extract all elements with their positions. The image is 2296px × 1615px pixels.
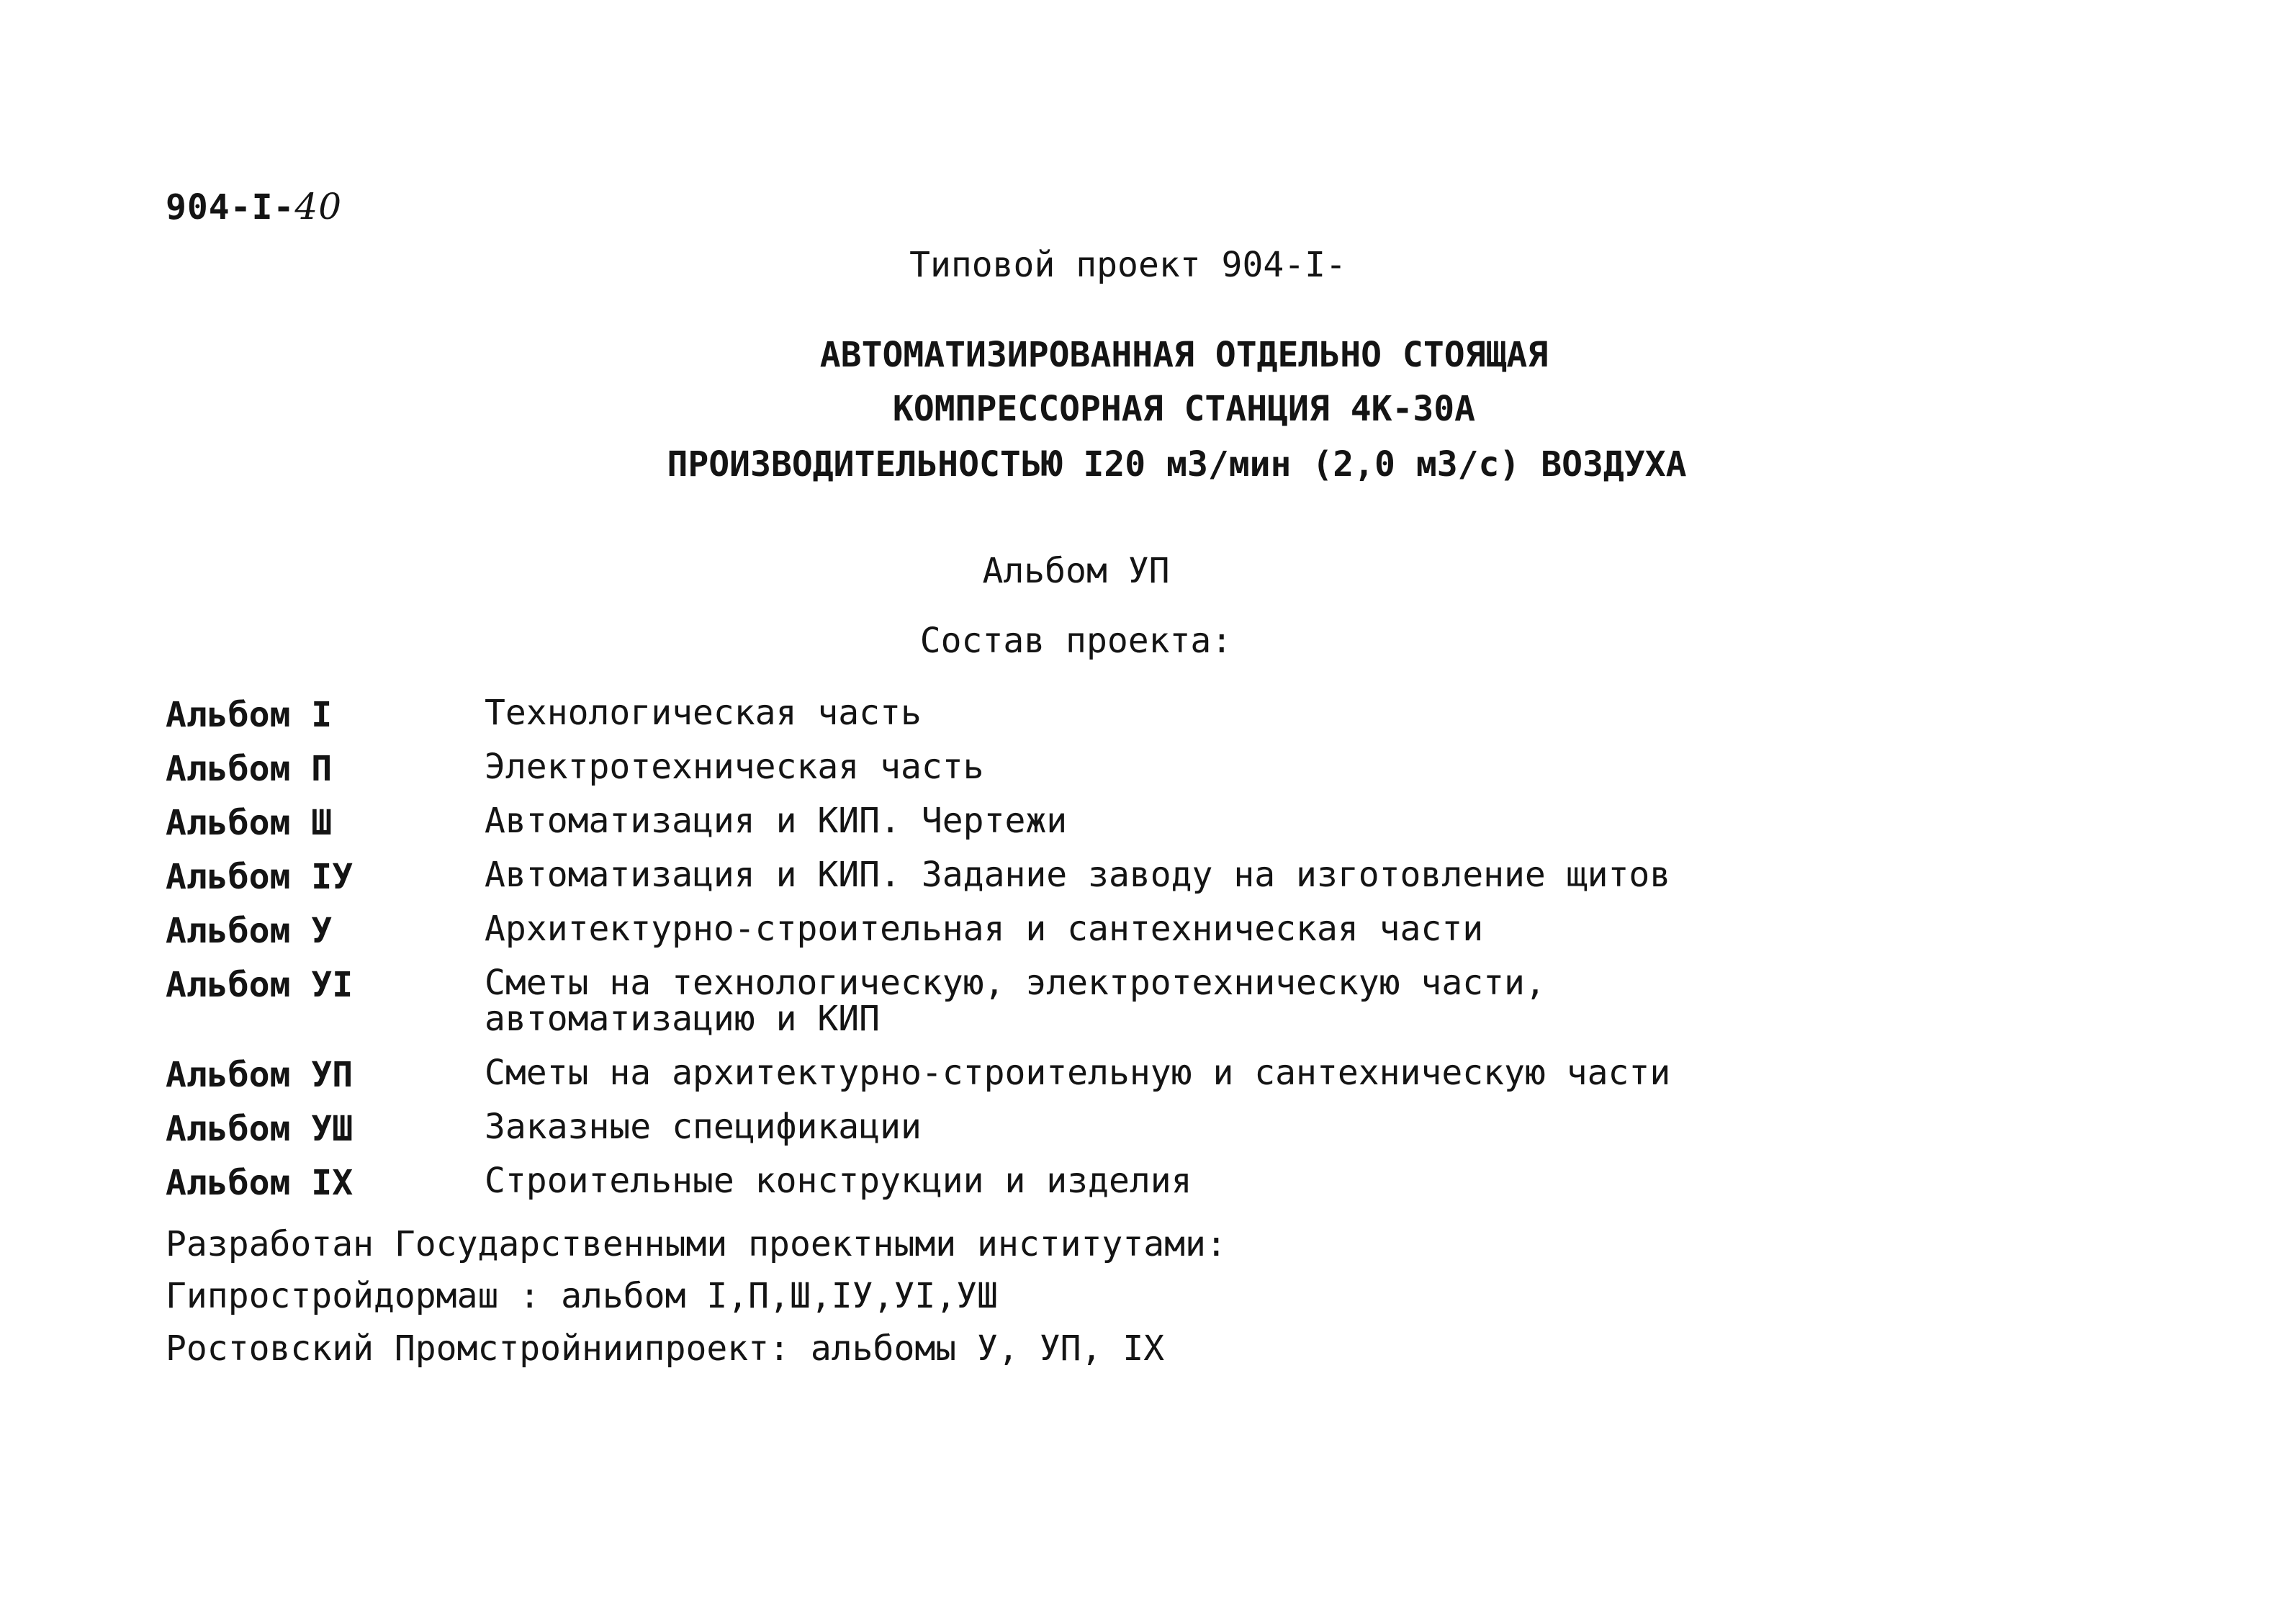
document-code [166, 186, 342, 228]
album-description: Автоматизация и КИП. Задание заводу на изготовление щитов [485, 855, 1671, 895]
album-name: Альбом УП [166, 1055, 354, 1095]
album-description: Строительные конструкции и изделия [485, 1161, 1192, 1201]
album-name: Альбом I [166, 695, 333, 735]
album-name: Альбом IУ [166, 857, 354, 897]
document-code-printed: 904-I- [166, 187, 295, 228]
project-label: Типовой проект 904-I- [909, 245, 1346, 285]
album-name: Альбом IX [166, 1163, 354, 1203]
document-code-handwritten: 40 [294, 186, 343, 228]
album-name: Альбом УI [166, 965, 354, 1005]
album-description: Сметы на архитектурно-строительную и сантехническую части [485, 1053, 1671, 1093]
album-row [166, 803, 2182, 857]
album-row [166, 1163, 2182, 1217]
album-description: Архитектурно-строительная и сантехническая части [485, 909, 1484, 949]
album-list [166, 695, 2182, 1217]
album-name: Альбом Ш [166, 803, 333, 843]
title-line-3: ПРОИЗВОДИТЕЛЬНОСТЬЮ I20 м3/мин (2,0 м3/с) ВОЗДУХА [667, 444, 1687, 485]
album-description: Технологическая часть [485, 693, 922, 733]
album-row [166, 1109, 2182, 1163]
developer-line-2: Ростовский Промстройниипроект: альбомы У, УП, IX [166, 1328, 1165, 1369]
album-row [166, 965, 2182, 1055]
title-line-2: КОМПРЕССОРНАЯ СТАНЦИЯ 4К-30А [892, 389, 1476, 429]
album-row [166, 695, 2182, 749]
album-name: Альбом УШ [166, 1109, 354, 1149]
album-description: Сметы на технологическую, электротехническую части, автоматизацию и КИП [485, 963, 1546, 1039]
developer-line-1: Гипростройдормаш : альбом I,П,Ш,IУ,УI,УШ [166, 1276, 998, 1316]
album-name: Альбом П [166, 749, 333, 789]
developed-by-heading: Разработан Государственными проектными институтами: [166, 1224, 1227, 1264]
album-name: Альбом У [166, 911, 333, 951]
album-description: Электротехническая часть [485, 747, 984, 787]
album-description: Заказные спецификации [485, 1107, 922, 1147]
album-row [166, 749, 2182, 803]
current-album: Альбом УП [982, 551, 1170, 591]
composition-heading: Состав проекта: [919, 621, 1233, 661]
album-row [166, 857, 2182, 911]
album-description: Автоматизация и КИП. Чертежи [485, 801, 1068, 841]
title-line-1: АВТОМАТИЗИРОВАННАЯ ОТДЕЛЬНО СТОЯЩАЯ [819, 335, 1549, 375]
album-row [166, 911, 2182, 965]
album-row [166, 1055, 2182, 1109]
